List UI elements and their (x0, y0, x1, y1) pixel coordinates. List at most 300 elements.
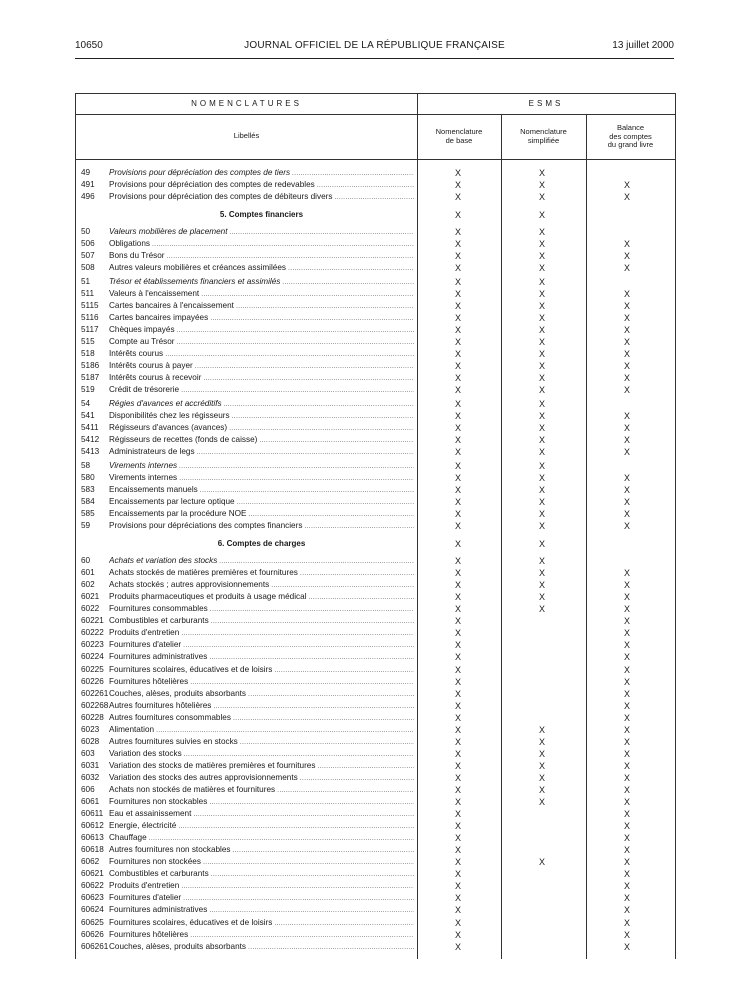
account-code: 511 (81, 288, 95, 298)
mark-balance: X (623, 496, 630, 507)
mark-base: X (454, 447, 461, 458)
account-code: 603 (81, 748, 95, 758)
account-code: 585 (81, 508, 95, 518)
col-header-base (417, 128, 501, 145)
account-code: 58 (81, 460, 91, 470)
account-label: Encaissements manuels ..... (109, 484, 414, 497)
account-code: 5186 (81, 361, 100, 371)
mark-balance: X (623, 520, 630, 531)
mark-simplified: X (538, 337, 545, 348)
table-row (76, 567, 675, 579)
mark-balance: X (623, 580, 630, 591)
mark-balance: X (623, 192, 630, 203)
account-label: Fournitures scolaires, éducatives et de loisirs ..... (109, 664, 414, 677)
mark-base: X (454, 168, 461, 178)
account-label: Autres fournitures hôtelières ..... (109, 700, 414, 713)
account-label: Encaissements par lecture optique ..... (109, 496, 414, 509)
table-row (76, 324, 675, 336)
col-header-simplified (501, 128, 586, 145)
mark-simplified: X (538, 556, 545, 566)
mark-simplified: X (538, 472, 545, 483)
mark-simplified: X (538, 568, 545, 579)
account-label: Virements internes ..... (109, 460, 414, 473)
table-row (76, 422, 675, 434)
account-code: 60625 (81, 917, 104, 927)
mark-base: X (454, 628, 461, 639)
table-row (76, 384, 675, 396)
mark-simplified: X (538, 484, 545, 495)
mark-base: X (454, 520, 461, 531)
mark-balance: X (623, 917, 630, 928)
mark-balance: X (623, 640, 630, 651)
mark-balance: X (623, 301, 630, 311)
mark-base: X (454, 941, 461, 952)
page-header (75, 38, 674, 54)
table-row (76, 724, 675, 736)
account-label: Fournitures scolaires, éducatives et de loisirs ..... (109, 917, 414, 930)
mark-balance: X (623, 435, 630, 446)
mark-base: X (454, 385, 461, 396)
mark-base: X (454, 227, 461, 238)
mark-simplified: X (538, 239, 545, 250)
account-label: Couches, alèses, produits absorbants ..... (109, 688, 414, 701)
account-code: 601 (81, 568, 95, 578)
account-code: 606261 (81, 941, 109, 951)
mark-simplified: X (538, 760, 545, 771)
mark-base: X (454, 313, 461, 324)
mark-simplified: X (538, 301, 545, 311)
mark-base: X (454, 210, 461, 221)
mark-balance: X (623, 604, 630, 615)
mark-balance: X (623, 845, 630, 856)
mark-simplified: X (538, 325, 545, 336)
mark-balance: X (623, 893, 630, 904)
mark-balance: X (623, 592, 630, 603)
account-label: Encaissements par la procédure NOE ..... (109, 508, 414, 521)
mark-simplified: X (538, 435, 545, 446)
table-row (76, 579, 675, 591)
account-code: 6028 (81, 736, 100, 746)
table-row (76, 288, 675, 300)
account-code: 6023 (81, 724, 100, 734)
account-code: 5412 (81, 435, 100, 445)
account-label: Disponibilités chez les régisseurs ..... (109, 410, 414, 423)
account-label: Compte au Trésor ..... (109, 336, 414, 349)
table-row (76, 748, 675, 760)
table-row (76, 856, 675, 868)
account-code: 50 (81, 227, 91, 237)
account-label: Valeurs à l'encaissement ..... (109, 288, 414, 301)
account-code: 519 (81, 385, 95, 395)
mark-base: X (454, 411, 461, 421)
table-row (76, 627, 675, 639)
account-code: 60225 (81, 664, 104, 674)
account-label: Régies d'avances et accréditifs ..... (109, 398, 414, 411)
col-header-balance-l1: Balance (616, 123, 645, 132)
mark-balance: X (623, 833, 630, 844)
nomenclature-table (75, 93, 676, 959)
mark-base: X (454, 604, 461, 615)
mark-base: X (454, 688, 461, 699)
table-row (76, 917, 675, 929)
table-row (76, 410, 675, 422)
account-code: 5117 (81, 325, 99, 335)
mark-base: X (454, 349, 461, 360)
table-row (76, 615, 675, 627)
mark-balance: X (623, 929, 630, 940)
mark-balance: X (623, 423, 630, 433)
account-code: 60613 (81, 833, 104, 843)
col-header-simplified-l1: Nomenclature (520, 127, 567, 136)
mark-base: X (454, 736, 461, 747)
mark-simplified: X (538, 349, 545, 360)
mark-base: X (454, 700, 461, 711)
account-code: 60626 (81, 929, 104, 939)
mark-balance: X (623, 772, 630, 783)
account-code: 60222 (81, 628, 104, 638)
mark-base: X (454, 652, 461, 663)
mark-balance: X (623, 337, 630, 348)
table-row (76, 844, 675, 856)
account-label: Crédit de trésorerie ..... (109, 384, 414, 397)
table-row (76, 664, 675, 676)
mark-simplified: X (538, 447, 545, 458)
table-row (76, 520, 675, 532)
account-code: 6031 (81, 760, 100, 770)
table-row (76, 372, 675, 384)
account-label: Administrateurs de legs ..... (109, 446, 414, 459)
account-code: 60612 (81, 821, 104, 831)
mark-simplified: X (538, 288, 545, 299)
mark-base: X (454, 869, 461, 880)
mark-balance: X (623, 616, 630, 627)
table-row (76, 496, 675, 508)
mark-base: X (454, 301, 461, 311)
table-row (76, 508, 675, 520)
table-row (76, 736, 675, 748)
header-rule-2 (76, 159, 675, 160)
mark-base: X (454, 772, 461, 783)
mark-base: X (454, 460, 461, 471)
mark-balance: X (623, 688, 630, 699)
mark-base: X (454, 833, 461, 844)
account-label: Achats et variation des stocks ..... (109, 555, 414, 568)
account-label: Obligations ..... (109, 238, 414, 251)
mark-simplified: X (538, 748, 545, 759)
mark-balance: X (623, 941, 630, 952)
mark-simplified: X (538, 411, 545, 421)
mark-base: X (454, 592, 461, 603)
account-label: Variation des stocks de matières premières et fournitures ..... (109, 760, 414, 773)
mark-balance: X (623, 313, 630, 324)
mark-balance: X (623, 239, 630, 250)
account-code: 6061 (81, 797, 100, 806)
mark-base: X (454, 192, 461, 203)
mark-base: X (454, 496, 461, 507)
mark-simplified: X (538, 192, 545, 203)
mark-base: X (454, 809, 461, 819)
mark-simplified: X (538, 180, 545, 191)
table-row (76, 904, 675, 916)
mark-balance: X (623, 263, 630, 274)
account-code: 60223 (81, 640, 104, 650)
table-row (76, 639, 675, 651)
account-code: 515 (81, 337, 95, 347)
account-label: Valeurs mobilières de placement ..... (109, 226, 414, 239)
account-label: Fournitures hôtelières ..... (109, 929, 414, 942)
mark-base: X (454, 539, 461, 549)
mark-simplified: X (538, 210, 545, 221)
col-header-base-l1: Nomenclature (435, 127, 483, 136)
mark-balance: X (623, 652, 630, 663)
mark-balance: X (623, 821, 630, 832)
mark-base: X (454, 664, 461, 675)
table-row (76, 179, 675, 191)
table-row (76, 398, 675, 410)
account-label: Intérêts courus à payer ..... (109, 360, 414, 373)
mark-base: X (454, 905, 461, 916)
mark-simplified: X (538, 580, 545, 591)
account-code: 508 (81, 263, 95, 273)
account-label: Achats stockés ; autres approvisionnements ..... (109, 579, 414, 592)
account-code: 60226 (81, 676, 104, 686)
table-row (76, 434, 675, 446)
table-row (76, 929, 675, 941)
mark-base: X (454, 580, 461, 591)
mark-balance: X (623, 748, 630, 759)
col-header-balance (586, 124, 675, 150)
account-label: Cartes bancaires impayées ..... (109, 312, 414, 325)
mark-base: X (454, 821, 461, 832)
mark-balance: X (623, 484, 630, 495)
mark-base: X (454, 276, 461, 287)
mark-balance: X (623, 664, 630, 675)
account-label: Cartes bancaires à l'encaissement ..... (109, 300, 414, 313)
mark-balance: X (623, 180, 630, 191)
mark-base: X (454, 398, 461, 409)
table-row (76, 820, 675, 832)
mark-balance: X (623, 905, 630, 916)
table-row (76, 784, 675, 796)
mark-simplified: X (538, 385, 545, 396)
mark-base: X (454, 373, 461, 384)
mark-balance: X (623, 385, 630, 396)
account-label: Eau et assainissement ..... (109, 808, 414, 821)
header-rule-1 (76, 114, 675, 115)
mark-base: X (454, 361, 461, 372)
mark-balance: X (623, 712, 630, 723)
table-row (76, 348, 675, 360)
account-label: Trésor et établissements financiers et assimilés ..... (109, 276, 414, 289)
mark-base: X (454, 263, 461, 274)
account-label: Fournitures d'atelier ..... (109, 892, 414, 905)
mark-balance: X (623, 568, 630, 579)
table-row (76, 460, 675, 472)
table-row (76, 538, 675, 550)
account-label: Provisions pour dépréciations des comptes financiers ..... (109, 520, 414, 533)
mark-base: X (454, 337, 461, 348)
mark-simplified: X (538, 361, 545, 372)
account-label: Achats stockés de matières premières et fournitures ..... (109, 567, 414, 580)
account-code: 60618 (81, 845, 104, 855)
mark-balance: X (623, 700, 630, 711)
account-label: Fournitures administratives ..... (109, 904, 414, 917)
mark-balance: X (623, 736, 630, 747)
account-code: 602 (81, 580, 95, 590)
mark-simplified: X (538, 857, 545, 868)
account-code: 6032 (81, 772, 100, 782)
table-row (76, 226, 675, 238)
account-code: 60221 (81, 616, 104, 626)
mark-base: X (454, 288, 461, 299)
mark-balance: X (623, 373, 630, 384)
table-row (76, 832, 675, 844)
table-row (76, 336, 675, 348)
mark-base: X (454, 239, 461, 250)
table-row (76, 555, 675, 567)
account-label: Combustibles et carburants ..... (109, 868, 414, 881)
account-label: Couches, alèses, produits absorbants ..... (109, 941, 414, 954)
account-code: 51 (81, 276, 91, 286)
account-code: 6022 (81, 604, 100, 614)
mark-base: X (454, 929, 461, 940)
account-label: Virements internes ..... (109, 472, 414, 485)
mark-base: X (454, 640, 461, 651)
mark-base: X (454, 556, 461, 566)
account-code: 5411 (81, 423, 99, 432)
mark-simplified: X (538, 251, 545, 262)
mark-base: X (454, 917, 461, 928)
section-title: 6. Comptes de charges (217, 539, 306, 548)
account-label: Fournitures consommables ..... (109, 603, 414, 616)
mark-balance: X (623, 869, 630, 880)
table-row (76, 892, 675, 904)
account-label: Autres valeurs mobilières et créances assimilées ..... (109, 262, 414, 275)
account-label: Fournitures non stockables ..... (109, 796, 414, 809)
mark-base: X (454, 724, 461, 735)
account-label: Bons du Trésor ..... (109, 250, 414, 263)
mark-base: X (454, 712, 461, 723)
account-label: Variation des stocks ..... (109, 748, 414, 761)
header-rule (75, 58, 674, 59)
mark-base: X (454, 797, 461, 807)
mark-base: X (454, 616, 461, 627)
account-label: Alimentation ..... (109, 724, 414, 737)
account-code: 49 (81, 168, 91, 177)
account-label: Chèques impayés ..... (109, 324, 414, 337)
mark-base: X (454, 472, 461, 483)
account-code: 584 (81, 496, 95, 506)
journal-title: JOURNAL OFFICIEL DE LA RÉPUBLIQUE FRANÇAISE (244, 40, 505, 51)
table-row (76, 167, 675, 179)
mark-simplified: X (538, 276, 545, 287)
mark-base: X (454, 784, 461, 795)
mark-simplified: X (538, 772, 545, 783)
account-code: 5187 (81, 373, 100, 383)
mark-balance: X (623, 411, 630, 421)
mark-base: X (454, 845, 461, 856)
account-code: 54 (81, 398, 91, 408)
account-label: Fournitures non stockées ..... (109, 856, 414, 869)
account-code: 60621 (81, 869, 104, 879)
mark-balance: X (623, 251, 630, 262)
account-code: 60228 (81, 712, 104, 722)
mark-balance: X (623, 760, 630, 771)
mark-base: X (454, 881, 461, 892)
page-number: 10650 (75, 40, 103, 51)
mark-balance: X (623, 809, 630, 819)
col-header-balance-l3: du grand livre (607, 140, 654, 149)
mark-balance: X (623, 349, 630, 360)
mark-base: X (454, 857, 461, 868)
account-label: Autres fournitures non stockables ..... (109, 844, 414, 857)
account-code: 60624 (81, 905, 104, 915)
account-label: Produits d'entretien ..... (109, 627, 414, 640)
mark-base: X (454, 180, 461, 191)
account-label: Intérêts courus ..... (109, 348, 414, 361)
account-code: 506 (81, 239, 95, 249)
col-header-libelles: Libellés (233, 131, 260, 140)
mark-base: X (454, 760, 461, 771)
account-label: Combustibles et carburants ..... (109, 615, 414, 628)
table-row (76, 868, 675, 880)
account-label: Fournitures administratives ..... (109, 651, 414, 664)
mark-simplified: X (538, 423, 545, 433)
account-code: 602261 (81, 688, 109, 698)
table-row (76, 209, 675, 221)
table-row (76, 700, 675, 712)
table-row (76, 880, 675, 892)
mark-simplified: X (538, 604, 545, 615)
mark-balance: X (623, 857, 630, 868)
account-label: Produits d'entretien ..... (109, 880, 414, 893)
mark-balance: X (623, 361, 630, 372)
account-label: Provisions pour dépréciation des comptes de tiers ..... (109, 167, 414, 180)
mark-balance: X (623, 325, 630, 336)
mark-simplified: X (538, 496, 545, 507)
account-code: 60 (81, 556, 91, 565)
account-code: 6062 (81, 857, 100, 867)
mark-balance: X (623, 472, 630, 483)
table-row (76, 360, 675, 372)
mark-base: X (454, 676, 461, 687)
mark-base: X (454, 484, 461, 495)
table-row (76, 941, 675, 953)
account-code: 5413 (81, 447, 100, 457)
mark-base: X (454, 435, 461, 446)
account-label: Autres fournitures suivies en stocks ..... (109, 736, 414, 749)
mark-base: X (454, 568, 461, 579)
mark-balance: X (623, 508, 630, 519)
publication-date: 13 juillet 2000 (612, 40, 674, 51)
group-header-esms: ESMS (528, 99, 564, 108)
table-row (76, 191, 675, 203)
account-label: Variation des stocks des autres approvisionnements ..... (109, 772, 414, 785)
mark-balance: X (623, 288, 630, 299)
account-code: 59 (81, 520, 91, 530)
account-code: 60224 (81, 652, 104, 662)
account-code: 60623 (81, 893, 104, 903)
account-code: 60611 (81, 809, 104, 818)
mark-simplified: X (538, 736, 545, 747)
account-code: 507 (81, 251, 95, 261)
mark-base: X (454, 423, 461, 433)
table-row (76, 603, 675, 615)
section-title: 5. Comptes financiers (219, 210, 304, 220)
account-code: 580 (81, 472, 95, 482)
table-row (76, 484, 675, 496)
account-code: 5116 (81, 313, 99, 323)
